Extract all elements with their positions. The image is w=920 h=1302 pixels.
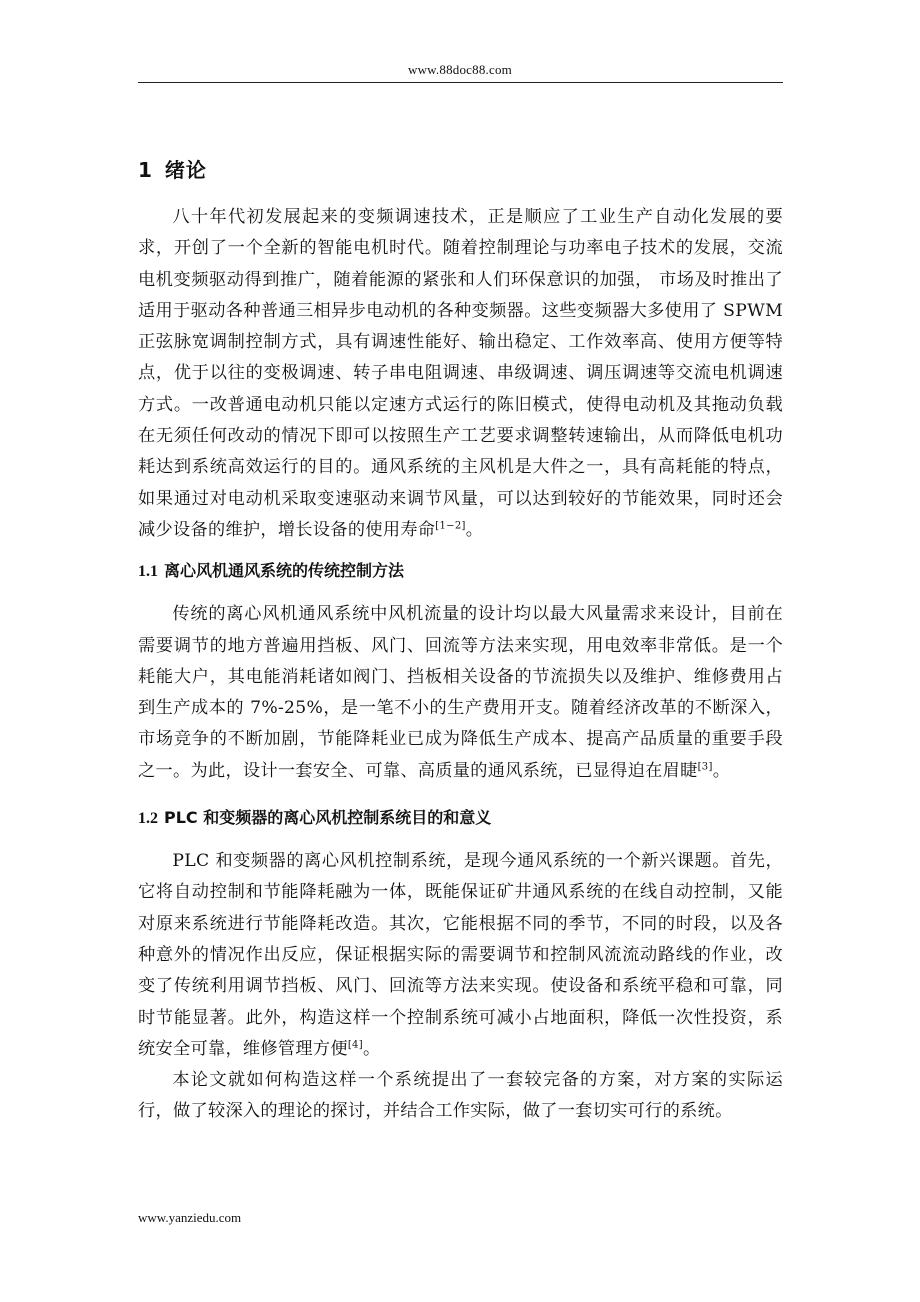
header-divider [138, 82, 783, 83]
citation: [4] [347, 1039, 363, 1051]
chapter-number: 1 [138, 158, 153, 182]
section-heading-1-2 [138, 805, 783, 832]
header-url: www.88doc88.com [408, 62, 512, 77]
section-1-1-paragraph-text: 传统的离心风机通风系统中风机流量的设计均以最大风量需求来设计，目前在需要调节的地方普遍用挡板、风门、回流等方法来实现，用电效率非常低。是一个耗能大户，其电能消耗诸如阀门、挡板相关设备的节流损失以及维护、维修费用占到生产成本的 7%-25%，是一笔不小的生产费用开支。随着经济改革的不断深入，市场竞争的不断加剧，节能降耗业已成为降低生产成本、提高产品质量的重要手段之一。为此，设计一套安全、可靠、高质量的通风系统，已显得迫在眉睫 [138, 604, 783, 781]
section-title: 离心风机通风系统的传统控制方法 [164, 561, 405, 581]
citation: [3] [697, 761, 713, 773]
section-1-1-paragraph [138, 599, 783, 787]
chapter-title: 绪论 [164, 158, 207, 182]
document-body [138, 150, 783, 1128]
chapter-heading [138, 150, 783, 190]
paragraph-tail: 。 [712, 760, 731, 781]
section-1-2-paragraph-2: 本论文就如何构造这样一个系统提出了一套较完备的方案，对方案的实际运行，做了较深入的理论的探讨，并结合工作实际，做了一套切实可行的系统。 [138, 1070, 783, 1122]
section-1-2-paragraph-1 [138, 846, 783, 1065]
paragraph-tail: 。 [362, 1038, 381, 1059]
chapter-paragraph-text: 八十年代初发展起来的变频调速技术，正是顺应了工业生产自动化发展的要求，开创了一个全新的智能电机时代。随着控制理论与功率电子技术的发展，交流电机变频驱动得到推广，随着能源的紧张和人们环保意识的加强， 市场及时推出了适用于驱动各种普通三相异步电动机的各种变频器。这些变频器大多使用了 SPWM 正弦脉宽调制控制方式，具有调速性能好、输出稳定、工作效率高、使用方便等特点，优于以往的变极调速、转子串电阻调速、串级调速、调压调速等交流电机调速方式。一改普通电动机只能以定速方式运行的陈旧模式，使得电动机及其拖动负载在无须任何改动的情况下即可以按照生产工艺要求调整转速输出，从而降低电机功耗达到系统高效运行的目的。通风系统的主风机是大件之一，具有高耗能的特点，如果通过对电动机采取变速驱动来调节风量，可以达到较好的节能效果，同时还会减少设备的维护，增长设备的使用寿命 [138, 207, 783, 540]
paragraph-tail: 。 [465, 519, 484, 540]
section-number: 1.1 [138, 563, 158, 581]
footer-url: www.yanziedu.com [138, 1210, 242, 1225]
section-1-2-paragraph-1-text: PLC 和变频器的离心风机控制系统，是现今通风系统的一个新兴课题。首先，它将自动控制和节能降耗融为一体，既能保证矿井通风系统的在线自动控制，又能对原来系统进行节能降耗改造。其次，它能根据不同的季节，不同的时段，以及各种意外的情况作出反应，保证根据实际的需要调节和控制风流流动路线的作业，改变了传统利用调节挡板、风门、回流等方法来实现。使设备和系统平稳和可靠，同时节能显著。此外，构造这样一个控制系统可减小占地面积，降低一次性投资，系统安全可靠，维修管理方便 [138, 851, 783, 1059]
section-title: PLC 和变频器的离心风机控制系统目的和意义 [164, 808, 492, 828]
chapter-paragraph [138, 202, 783, 546]
citation: [1−2] [435, 520, 466, 532]
section-heading-1-1 [138, 558, 783, 585]
section-number: 1.2 [138, 810, 158, 828]
